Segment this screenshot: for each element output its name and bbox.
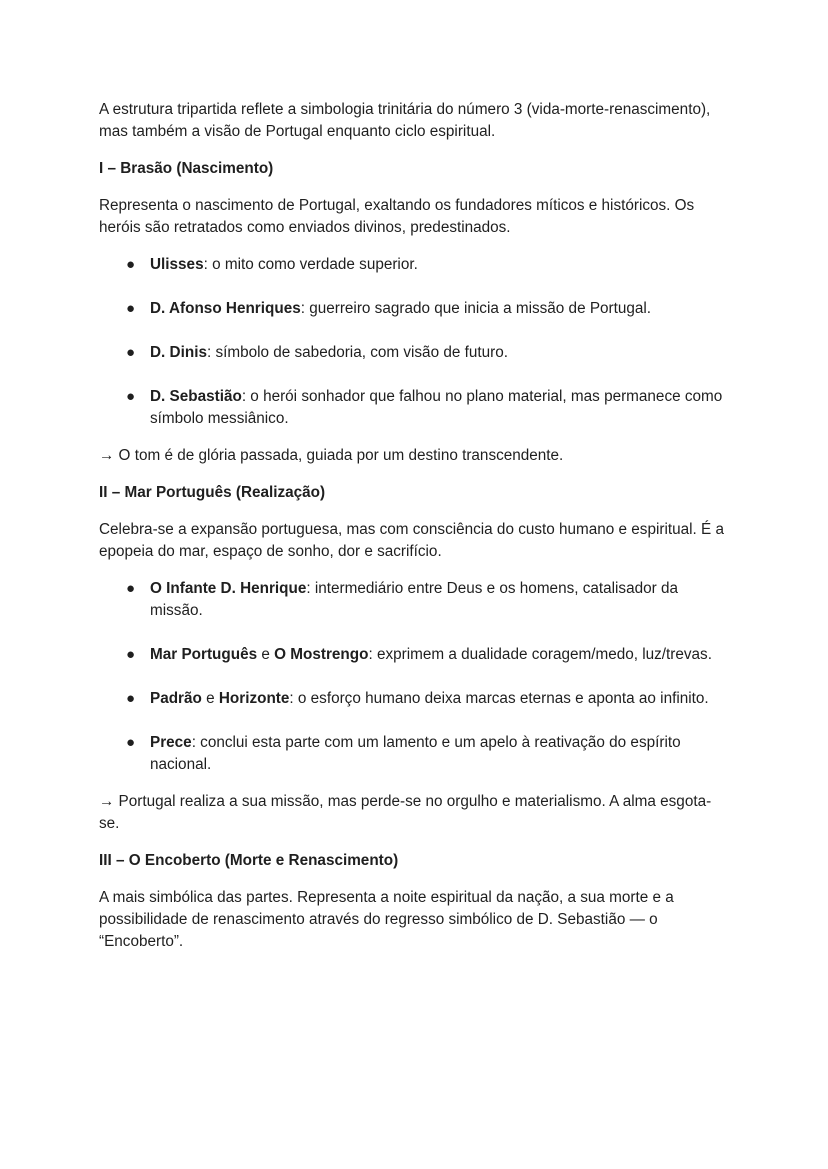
item-text: : o esforço humano deixa marcas eternas e aponta ao infinito. [289, 690, 709, 707]
bullet-icon: ● [126, 580, 136, 597]
list-item [99, 644, 731, 666]
section-conclusion-mar-portugues: → Portugal realiza a sua missão, mas perde-se no orgulho e materialismo. A alma esgota-se. [99, 793, 712, 832]
section-heading-mar-portugues: II – Mar Português (Realização) [99, 484, 326, 501]
item-text: : o mito como verdade superior. [203, 256, 418, 273]
item-term: Prece [150, 734, 192, 751]
item-term-secondary: Horizonte [218, 690, 290, 707]
item-term: Ulisses [150, 256, 204, 273]
item-joiner: e [201, 690, 219, 707]
item-text: : exprimem a dualidade coragem/medo, luz/trevas. [368, 646, 712, 663]
bullet-icon: ● [126, 256, 136, 273]
item-term: D. Afonso Henriques [150, 300, 301, 317]
item-joiner: e [257, 646, 275, 663]
bullet-icon: ● [126, 646, 136, 663]
item-text: : símbolo de sabedoria, com visão de futuro. [206, 344, 508, 361]
section-paragraph-mar-portugues: Celebra-se a expansão portuguesa, mas com consciência do custo humano e espiritual. É a epopeia do mar, espaço de sonho, dor e sacrifício. [99, 521, 724, 560]
item-text: : guerreiro sagrado que inicia a missão de Portugal. [300, 300, 652, 317]
item-term: D. Dinis [150, 344, 207, 361]
list-item [99, 578, 731, 622]
list-item [99, 386, 731, 430]
bullet-icon: ● [126, 300, 136, 317]
list-item [99, 732, 731, 776]
bullet-icon: ● [126, 690, 136, 707]
item-term: O Infante D. Henrique [150, 580, 307, 597]
item-text: : intermediário entre Deus e os homens, catalisador da missão. [150, 580, 678, 619]
item-term: D. Sebastião [150, 388, 242, 405]
list-item [99, 298, 731, 320]
item-term: Padrão [150, 690, 202, 707]
bullet-icon: ● [126, 344, 136, 361]
section-conclusion-brasao: → O tom é de glória passada, guiada por um destino transcendente. [99, 447, 564, 464]
list-item [99, 688, 731, 710]
item-term-secondary: O Mostrengo [274, 646, 369, 663]
section-heading-brasao: I – Brasão (Nascimento) [99, 160, 274, 177]
item-term: Mar Português [150, 646, 258, 663]
item-text: : o herói sonhador que falhou no plano material, mas permanece como símbolo messiânico. [150, 388, 723, 427]
list-item [99, 254, 731, 276]
section-paragraph-encoberto: A mais simbólica das partes. Representa a noite espiritual da nação, a sua morte e a possibilidade de renascimento através do regresso simbólico de D. Sebastião — o “Encoberto”. [99, 889, 674, 950]
section-heading-encoberto: III – O Encoberto (Morte e Renascimento) [99, 852, 399, 869]
list-item [99, 342, 731, 364]
bullet-list-brasao [99, 254, 731, 430]
bullet-icon: ● [126, 734, 136, 751]
bullet-list-mar-portugues [99, 578, 731, 776]
intro-paragraph: A estrutura tripartida reflete a simbologia trinitária do número 3 (vida-morte-renascimento), mas também a visão de Portugal enquanto ciclo espiritual. [99, 101, 711, 140]
item-text: : conclui esta parte com um lamento e um apelo à reativação do espírito nacional. [150, 734, 681, 773]
document-page [99, 99, 731, 968]
section-paragraph-brasao: Representa o nascimento de Portugal, exaltando os fundadores míticos e históricos. Os heróis são retratados como enviados divinos, predestinados. [99, 197, 695, 236]
bullet-icon: ● [126, 388, 136, 405]
